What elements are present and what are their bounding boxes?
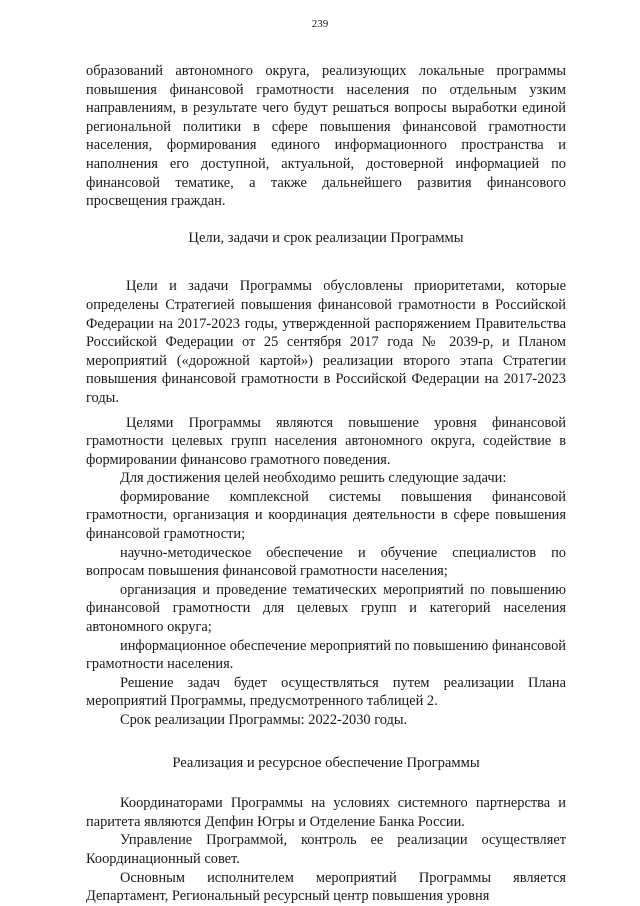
task-item-1: формирование комплексной системы повышения финансовой грамотности, организация и координация деятельности в сфере повышения финансовой грамотности; — [86, 488, 566, 543]
implementation-paragraph-1: Координаторами Программы на условиях системного партнерства и паритета являются Депфин Югры и Отделение Банка России. — [86, 795, 566, 830]
goals-paragraph-5: Срок реализации Программы: 2022-2030 годы. — [120, 712, 408, 728]
goals-paragraph-1: Цели и задачи Программы обусловлены приоритетами, которые определены Стратегией повышения финансовой грамотности в Российской Федерации на 2017-2023 годы, утвержденной распоряжением Правительства Российской Федерации от 25 сентября 2017 года № 2039-р, и Планом мероприятий («дорожной картой») реализации второго этапа Стратегии повышения финансовой грамотности в Российской Федерации на 2017-2023 годы. — [86, 278, 566, 406]
page-number: 239 — [311, 18, 329, 30]
goals-paragraph-4: Решение задач будет осуществляться путем реализации Плана мероприятий Программы, предусмотренного таблицей 2. — [86, 674, 566, 710]
implementation-paragraph-2: Управление Программой, контроль ее реализации осуществляет Координационный совет. — [86, 832, 566, 867]
implementation-paragraph-3: Основным исполнителем мероприятий Программы является Департамент, Региональный ресурсный центр повышения уровня — [86, 869, 566, 905]
goals-paragraph-3: Для достижения целей необходимо решить следующие задачи: — [120, 470, 507, 487]
intro-paragraph: образований автономного округа, реализующих локальные программы повышения финансовой грамотности населения по отдельным узким направлениям, в результате чего будут решаться вопросы выработки единой региональной политики в сфере повышения финансовой грамотности населения, формирования единого информационного пространства и наполнения его доступной, актуальной, достоверной информацией по финансовой тематике, а также дальнейшего развития финансового просвещения граждан. — [86, 63, 566, 210]
task-item-4: информационное обеспечение мероприятий по повышению финансовой грамотности населения. — [86, 637, 566, 673]
section-heading-implementation: Реализация и ресурсное обеспечение Программы — [172, 754, 480, 771]
section-heading-goals: Цели, задачи и срок реализации Программы — [188, 229, 464, 246]
document-body — [86, 62, 566, 906]
goals-paragraph-2: Целями Программы являются повышение уровня финансовой грамотности целевых групп населения автономного округа, содействие в формировании финансово грамотного поведения. — [86, 414, 566, 468]
task-item-3: организация и проведение тематических мероприятий по повышению финансовой грамотности для целевых групп и категорий населения автономного округа; — [86, 581, 566, 636]
task-item-2: научно-методическое обеспечение и обучение специалистов по вопросам повышения финансовой грамотности населения; — [86, 544, 566, 580]
